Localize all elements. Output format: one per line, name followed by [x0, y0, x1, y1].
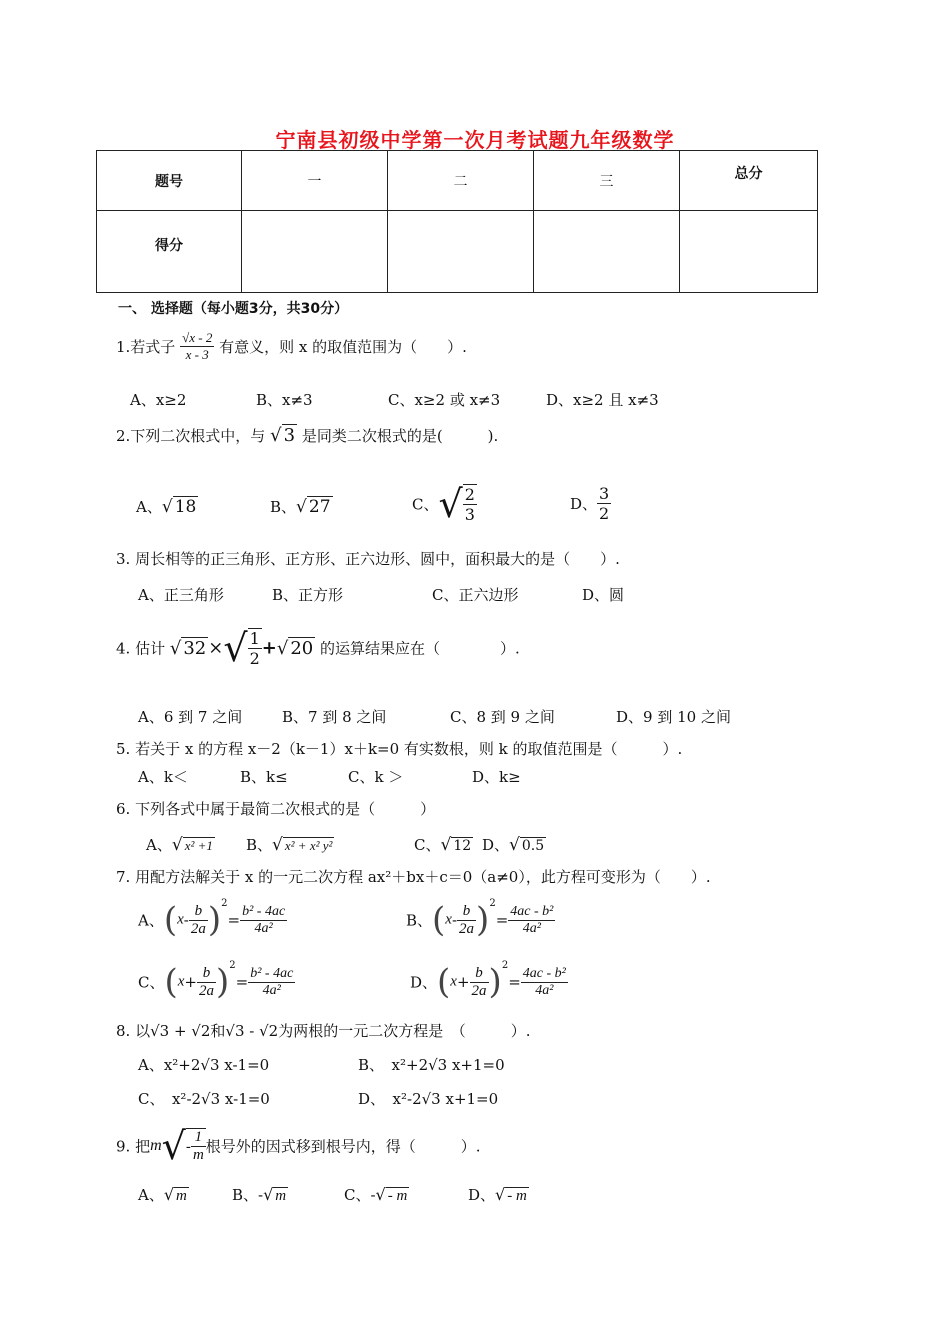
q8-expr-1: √3 + √2 [150, 1022, 211, 1040]
q1-option-b: B、x≠3 [256, 391, 313, 409]
q4-radical-32: √ 32 [169, 638, 207, 659]
question-6: 6. 下列各式中属于最简二次根式的是（ ） [116, 800, 436, 818]
q1-option-c: C、x≥2 或 x≠3 [388, 391, 501, 409]
q2-option-a: A、√ 18 [136, 497, 197, 517]
q3-option-b: B、正方形 [272, 586, 344, 604]
question-3: 3. 周长相等的正三角形、正方形、正六边形、圆中，面积最大的是（ ）. [116, 550, 620, 568]
col-1: 一 [242, 151, 388, 211]
q4-option-d: D、9 到 10 之间 [616, 708, 731, 726]
q1-option-d: D、x≥2 且 x≠3 [546, 391, 659, 409]
q8-expr-2: √3 - √2 [225, 1022, 279, 1040]
q9-option-a: A、√ m [138, 1185, 187, 1204]
score-table [96, 150, 818, 293]
question-4: 4. 估计 √ 32 ×√ $\frac{1}{2}$ +√ 20 的运算结果应在（ ）. [116, 626, 520, 670]
q4-option-c: C、8 到 9 之间 [450, 708, 555, 726]
q2-option-c: C、√ $\frac{2}{3}$ [412, 482, 475, 526]
question-9: 9. 把m√- $\frac{1}{m}$ 根号外的因式移到根号内，得（ ）. [116, 1124, 481, 1168]
q9-option-b: B、-√ m [232, 1185, 287, 1204]
q6-option-d: D、√ 0.5 [482, 835, 545, 855]
q1-denominator: x - 3 [185, 347, 209, 362]
q8-option-b: B、 x²+2√3 x+1=0 [358, 1056, 505, 1074]
q7-option-b: B、(x- $\frac{b}{2a}$ )$^2$= $\frac{\text{4ac - b²}}{\text{4a²}}$ [406, 898, 554, 940]
question-1 [116, 330, 467, 363]
q7-option-a: A、(x- $\frac{b}{2a}$ )$^2$= $\frac{\text{b² - 4ac}}{\text{4a²}}$ [138, 898, 286, 940]
q1-pre: 1.若式子 [116, 338, 176, 356]
q6-option-c: C、√ 12 [414, 835, 472, 855]
q2-option-b: B、√ 27 [270, 497, 331, 517]
col-3: 三 [534, 151, 680, 211]
score-cell-total [680, 211, 818, 293]
q3-option-d: D、圆 [582, 586, 625, 604]
q4-option-b: B、7 到 8 之间 [282, 708, 387, 726]
q4-radical-20: √ 20 [276, 638, 314, 659]
question-2 [116, 424, 498, 446]
q2-option-d: D、 $\frac{3}{2}$ [570, 484, 610, 523]
question-8: 8. 以√3 + √2和√3 - √2为两根的一元二次方程是 （ ）. [116, 1022, 531, 1040]
q2-post: 是同类二次根式的是( ). [301, 427, 499, 445]
question-7: 7. 用配方法解关于 x 的一元二次方程 ax²＋bx＋c＝0（a≠0），此方程可变形为（ ）. [116, 868, 711, 886]
q5-option-c: C、k ＞ [348, 768, 404, 786]
q5-option-b: B、k≤ [240, 768, 288, 786]
q4-fraction: $\frac{1}{2}$ [249, 629, 260, 668]
row-header-score: 得分 [97, 211, 242, 293]
score-cell-1 [242, 211, 388, 293]
q2-radical: √ 3 [270, 425, 296, 446]
q8-option-d: D、 x²-2√3 x+1=0 [358, 1090, 499, 1108]
q3-option-c: C、正六边形 [432, 586, 519, 604]
question-5: 5. 若关于 x 的方程 x－2（k－1）x＋k=0 有实数根，则 k 的取值范围是（ ）. [116, 740, 683, 758]
q6-option-a: A、√ x² +1 [146, 835, 213, 855]
q1-fraction [180, 330, 214, 363]
q7-option-c: C、(x+ $\frac{b}{2a}$ )$^2$= $\frac{\text{b² - 4ac}}{\text{4a²}}$ [138, 960, 294, 1002]
q1-numerator: √x - 2 [182, 330, 213, 345]
col-2: 二 [388, 151, 534, 211]
row-header-question-no: 题号 [97, 151, 242, 211]
col-total: 总分 [680, 151, 818, 211]
q4-option-a: A、6 到 7 之间 [138, 708, 243, 726]
q8-option-c: C、 x²-2√3 x-1=0 [138, 1090, 270, 1108]
q9-option-d: D、√ - m [468, 1185, 527, 1204]
q1-option-a: A、x≥2 [130, 391, 187, 409]
page-title: 宁南县初级中学第一次月考试题九年级数学 [275, 128, 675, 152]
q8-option-a: A、x²+2√3 x-1=0 [138, 1056, 270, 1074]
score-cell-2 [388, 211, 534, 293]
q5-option-a: A、k＜ [138, 768, 188, 786]
q1-post: 有意义，则 x 的取值范围为（ ）. [219, 338, 467, 356]
section-heading: 一、 选择题（每小题3分，共30分） [118, 301, 349, 317]
q5-option-d: D、k≥ [472, 768, 521, 786]
q6-option-b: B、√ x² + x² y² [246, 835, 333, 855]
q7-option-d: D、(x+ $\frac{b}{2a}$ )$^2$= $\frac{\text{4ac - b²}}{\text{4a²}}$ [410, 960, 566, 1002]
q9-option-c: C、-√ - m [344, 1185, 408, 1204]
score-cell-3 [534, 211, 680, 293]
q3-option-a: A、正三角形 [138, 586, 224, 604]
q2-pre: 2.下列二次根式中，与 [116, 427, 266, 445]
